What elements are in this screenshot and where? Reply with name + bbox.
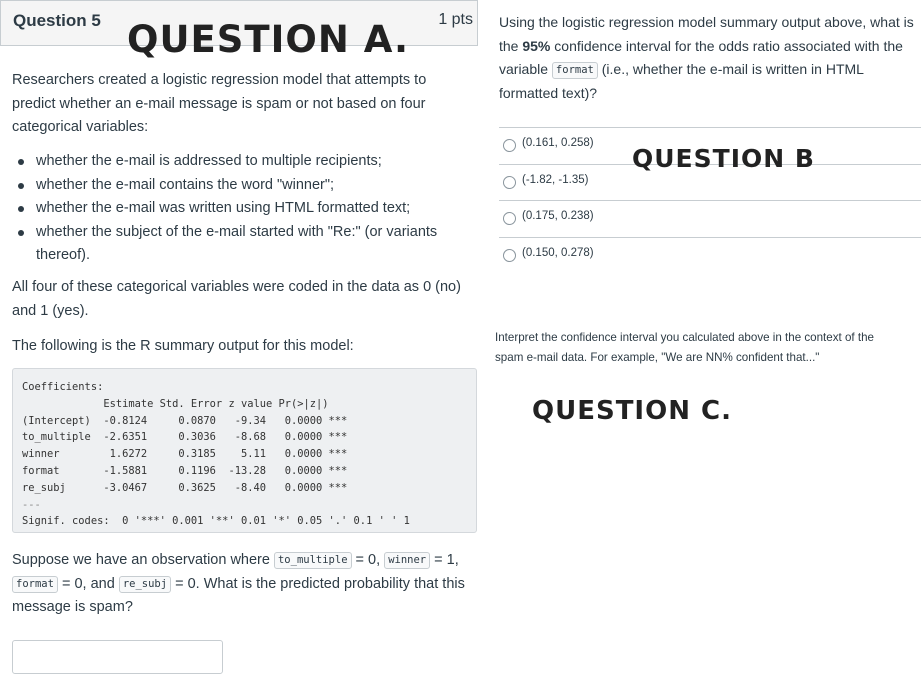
answer-option-4[interactable] — [499, 237, 921, 274]
overlay-label-question-a: QUESTION A. — [127, 18, 410, 61]
question-bold: 95% — [522, 37, 551, 54]
code-heading: Coefficients: — [22, 381, 104, 393]
coding-note: All four of these categorical variables were coded in the data as 0 (no) and 1 (yes). — [12, 279, 461, 319]
code-row: (Intercept) -0.8124 0.0870 -9.34 0.0000 *** — [22, 414, 348, 427]
var-format: format — [552, 62, 598, 79]
var-to-multiple: to_multiple — [274, 552, 352, 569]
code-row: format -1.5881 0.1196 -13.28 0.0000 *** — [22, 464, 348, 477]
question-text: = 0. What is the predicted probability that this message is spam? — [12, 575, 465, 615]
option-label: (-1.82, -1.35) — [522, 174, 589, 186]
interpret-prompt: Interpret the confidence interval you calculated above in the context of the spam e-mail data. For example, "We are NN% confident that..." — [495, 331, 874, 364]
answer-option-3[interactable] — [499, 200, 921, 237]
variable-list — [14, 150, 470, 268]
question-text: Suppose we have an observation where — [12, 552, 274, 568]
summary-intro: The following is the R summary output for this model: — [12, 338, 354, 354]
question-text: = 0, — [351, 552, 385, 568]
question-text: Using the logistic regression model summary output above, what is the — [499, 14, 914, 54]
overlay-label-question-b: QUESTION B — [632, 144, 815, 173]
list-item: whether the e-mail contains the word "winner"; — [14, 174, 470, 198]
overlay-label-question-c: QUESTION C. — [532, 396, 732, 426]
option-label: (0.161, 0.258) — [522, 137, 594, 149]
radio-button[interactable] — [503, 212, 516, 225]
code-row: winner 1.6272 0.3185 5.11 0.0000 *** — [22, 448, 348, 461]
radio-button[interactable] — [503, 176, 516, 189]
answer-input[interactable] — [12, 640, 223, 674]
radio-button[interactable] — [503, 139, 516, 152]
list-item: whether the subject of the e-mail started with "Re:" (or variants thereof). — [14, 221, 470, 268]
question-text: = 0, and — [57, 575, 119, 592]
r-summary-output — [12, 368, 477, 533]
ci-question — [499, 11, 919, 105]
code-row: to_multiple -2.6351 0.3036 -8.68 0.0000 *** — [22, 431, 348, 444]
option-label: (0.175, 0.238) — [522, 210, 594, 222]
code-signif: Signif. codes: 0 '***' 0.001 '**' 0.01 '*' 0.05 '.' 0.1 ' ' 1 — [22, 515, 410, 528]
radio-button[interactable] — [503, 249, 516, 262]
list-item: whether the e-mail is addressed to multiple recipients; — [14, 150, 470, 174]
question-text: (i.e., whether the e-mail is written in HTML formatted text)? — [499, 61, 864, 101]
question-text: confidence interval for the odds ratio associated with the variable — [499, 37, 903, 77]
list-item: whether the e-mail was written using HTML formatted text; — [14, 197, 470, 221]
code-columns: Estimate Std. Error z value Pr(>|z|) — [22, 397, 329, 410]
question-points: 1 pts — [438, 11, 473, 28]
code-separator: --- — [22, 498, 41, 511]
var-format: format — [12, 576, 58, 593]
option-label: (0.150, 0.278) — [522, 247, 594, 259]
var-winner: winner — [384, 552, 430, 569]
code-row: re_subj -3.0467 0.3625 -8.40 0.0000 *** — [22, 481, 348, 494]
observation-question — [12, 549, 468, 620]
question-text: = 1, — [430, 552, 459, 568]
followup-panel — [489, 0, 921, 691]
intro-text: Researchers created a logistic regression model that attempts to predict whether an e-mail message is spam or not based on four categorical variables: — [12, 72, 427, 135]
var-re-subj: re_subj — [119, 576, 171, 593]
question-title: Question 5 — [13, 11, 101, 30]
